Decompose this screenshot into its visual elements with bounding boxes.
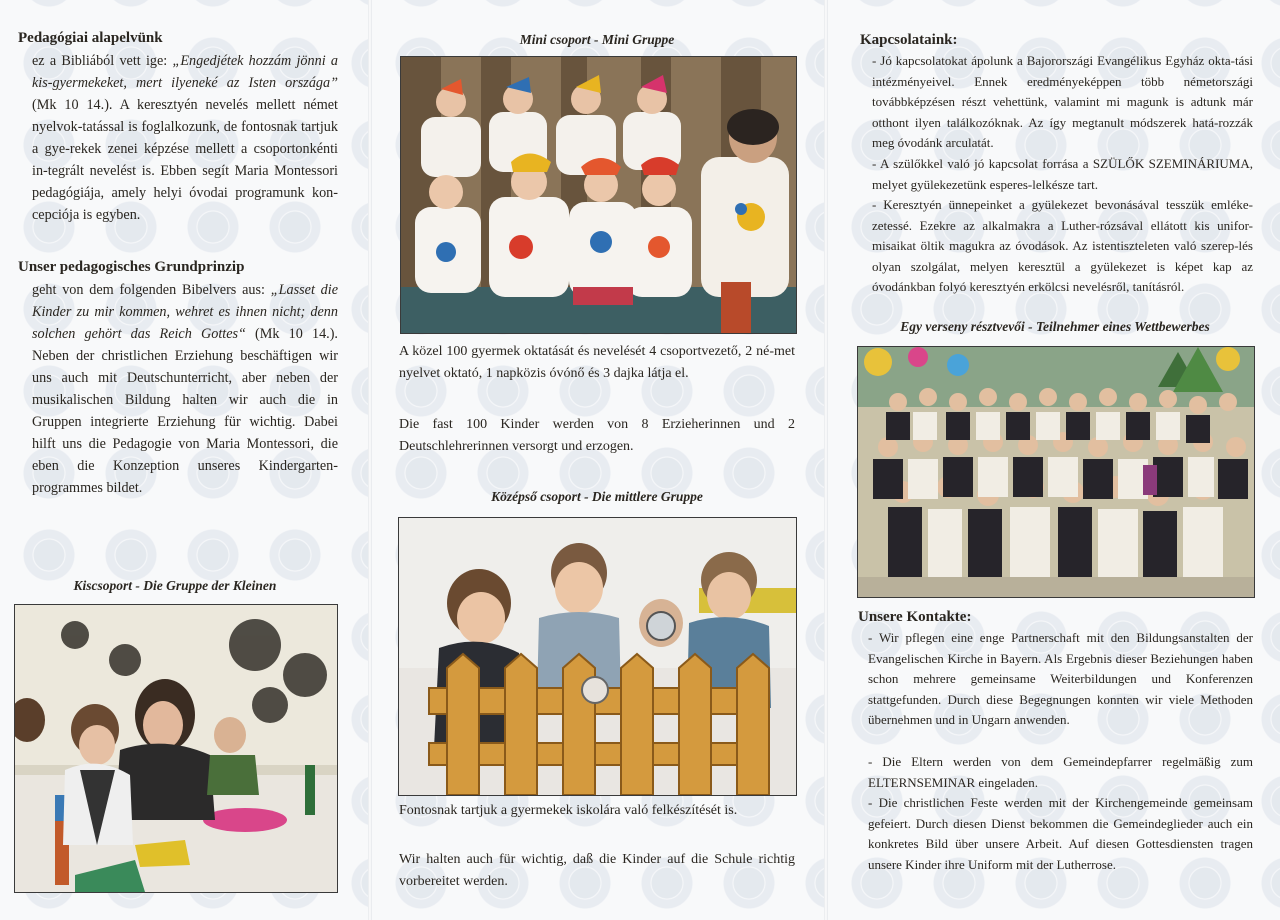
text-span: geht von dem folgenden Bibelvers aus:: [32, 282, 271, 298]
contacts-hu-item-1: - Jó kapcsolatokat ápolunk a Bajorországi Evangélikus Egyház okta-tási intézményeivel. Ennek eredményeképpen több németországi továbbképzésen részt vehettünk, valamint mi magunk is adtunk már otthont ilyen találkozóknak. Az így megtanult módszerek hatá-rozzák meg óvodánk arculatát.: [872, 53, 1253, 150]
caption-mini-group: Mini csoport - Mini Gruppe: [519, 32, 675, 47]
contacts-hu-item-3: - Keresztyén ünnepeinket a gyülekezet bevonásával tesszük emléke-zetessé. Ezekre az alkalmakra a Luther-rózsával ellátott kis unifor-misaikat öltik magukra az óvodások. Az istentiszteleten való szerep-lés olyan szolgálat, melyen keresztül a gyülekezet is képet kap az óvodánkban folyó keresztyén erkölcsi nevelésről, tanításról.: [872, 197, 1253, 294]
caption-competition: Egy verseny résztvevői - Teilnehmer eines Wettbewerbes: [900, 319, 1210, 334]
photo-middle-group: [398, 517, 797, 796]
contacts-de-item-3: - Die christlichen Feste werden mit der Kirchengemeinde gemeinsam gefeiert. Durch diesen Dienst bekommen die Gemeindeglieder auch ein konkretes Bild über unsere Arbeit. Auf diesen Gottesdiensten tragen unsere Kinder ihre Uniform mit der Lutherrose.: [868, 795, 1253, 872]
text-span: (Mk 10 14.). Neben der christlichen Erziehung beschäftigen wir uns auch mit Deutschunterricht, aber neben der musikalischen Bildung halten wir auch die in Gruppen integrierte Erziehung für wichtig. Dabei hilft uns die Pedagogie von Maria Montessori, die eben die Konzeption unseres Kindergarten-programmes bildet.: [32, 326, 338, 496]
bible-quote-de: „Lasset die Kinder zu mir kommen, wehret es ihnen nicht; denn solchen gehört das Reich Gottes“: [32, 282, 338, 342]
fold-line: [824, 0, 828, 920]
school-prep-text-de: Wir halten auch für wichtig, daß die Kinder auf die Schule richtig vorbereitet werden.: [399, 852, 795, 889]
staff-text-de: Die fast 100 Kinder werden von 8 Erzieherinnen und 2 Deutschlehrerinnen versorgt und erzogen.: [399, 417, 795, 454]
bible-quote-hu: „Engedjétek hozzám jönni a kis-gyermekeket, mert ilyeneké az Isten országa”: [32, 53, 338, 91]
heading-german-principle: Unser pedagogisches Grundprinzip: [18, 259, 245, 275]
staff-text-hu: A közel 100 gyermek oktatását és nevelését 4 csoportvezető, 2 né-met nyelvet oktató, 1 napközis óvónő és 3 dajka látja el.: [399, 344, 795, 381]
contacts-hu-item-2: - A szülőkkel való jó kapcsolat forrása a SZÜLŐK SZEMINÁRIUMA, melyet gyülekezetünk esperes-lelkésze tart.: [872, 156, 1253, 192]
fold-line: [368, 0, 372, 920]
caption-middle-group: Középső csoport - Die mittlere Gruppe: [491, 489, 703, 504]
caption-small-group: Kiscsoport - Die Gruppe der Kleinen: [73, 578, 277, 593]
german-principle-text: [32, 279, 338, 499]
text-span: (Mk 10 14.). A keresztyén nevelés mellett német nyelvok-tatással is foglalkozunk, de fontosnak tartjuk a gye-rekek zenei képzése mellett a csoportonkénti in-tegrált nevelést is. Ebben segít Maria Montessori pedagógiája, amely helyi óvodai programunk kon-cepciója is egyben.: [32, 97, 338, 223]
hungarian-principle-text: [32, 50, 338, 226]
school-prep-text-hu: Fontosnak tartjuk a gyermekek iskolára való felkészítését is.: [399, 803, 738, 818]
photo-small-group: [14, 604, 338, 893]
text-span: ez a Bibliából vett ige:: [32, 53, 173, 69]
photo-competition: [857, 346, 1255, 598]
photo-mini-group: [400, 56, 797, 334]
contacts-de-item-1: - Wir pflegen eine enge Partnerschaft mit den Bildungsanstalten der Evangelischen Kirche in Bayern. Als Ergebnis dieser Beziehungen haben schon mehrere gemeinsame Weiterbildungen und Konferenzen stattgefunden. Durch diese Begegnungen konnten wir viele Methoden übernehmen und in Ungarn anwenden.: [868, 630, 1253, 727]
heading-hungarian-principle: Pedagógiai alapelvünk: [18, 30, 163, 46]
contacts-de-item-2: - Die Eltern werden von dem Gemeindepfarrer regelmäßig zum ELTERNSEMINAR eingeladen.: [868, 754, 1253, 790]
heading-contacts-hu: Kapcsolataink:: [860, 32, 958, 48]
heading-contacts-de: Unsere Kontakte:: [858, 609, 972, 625]
